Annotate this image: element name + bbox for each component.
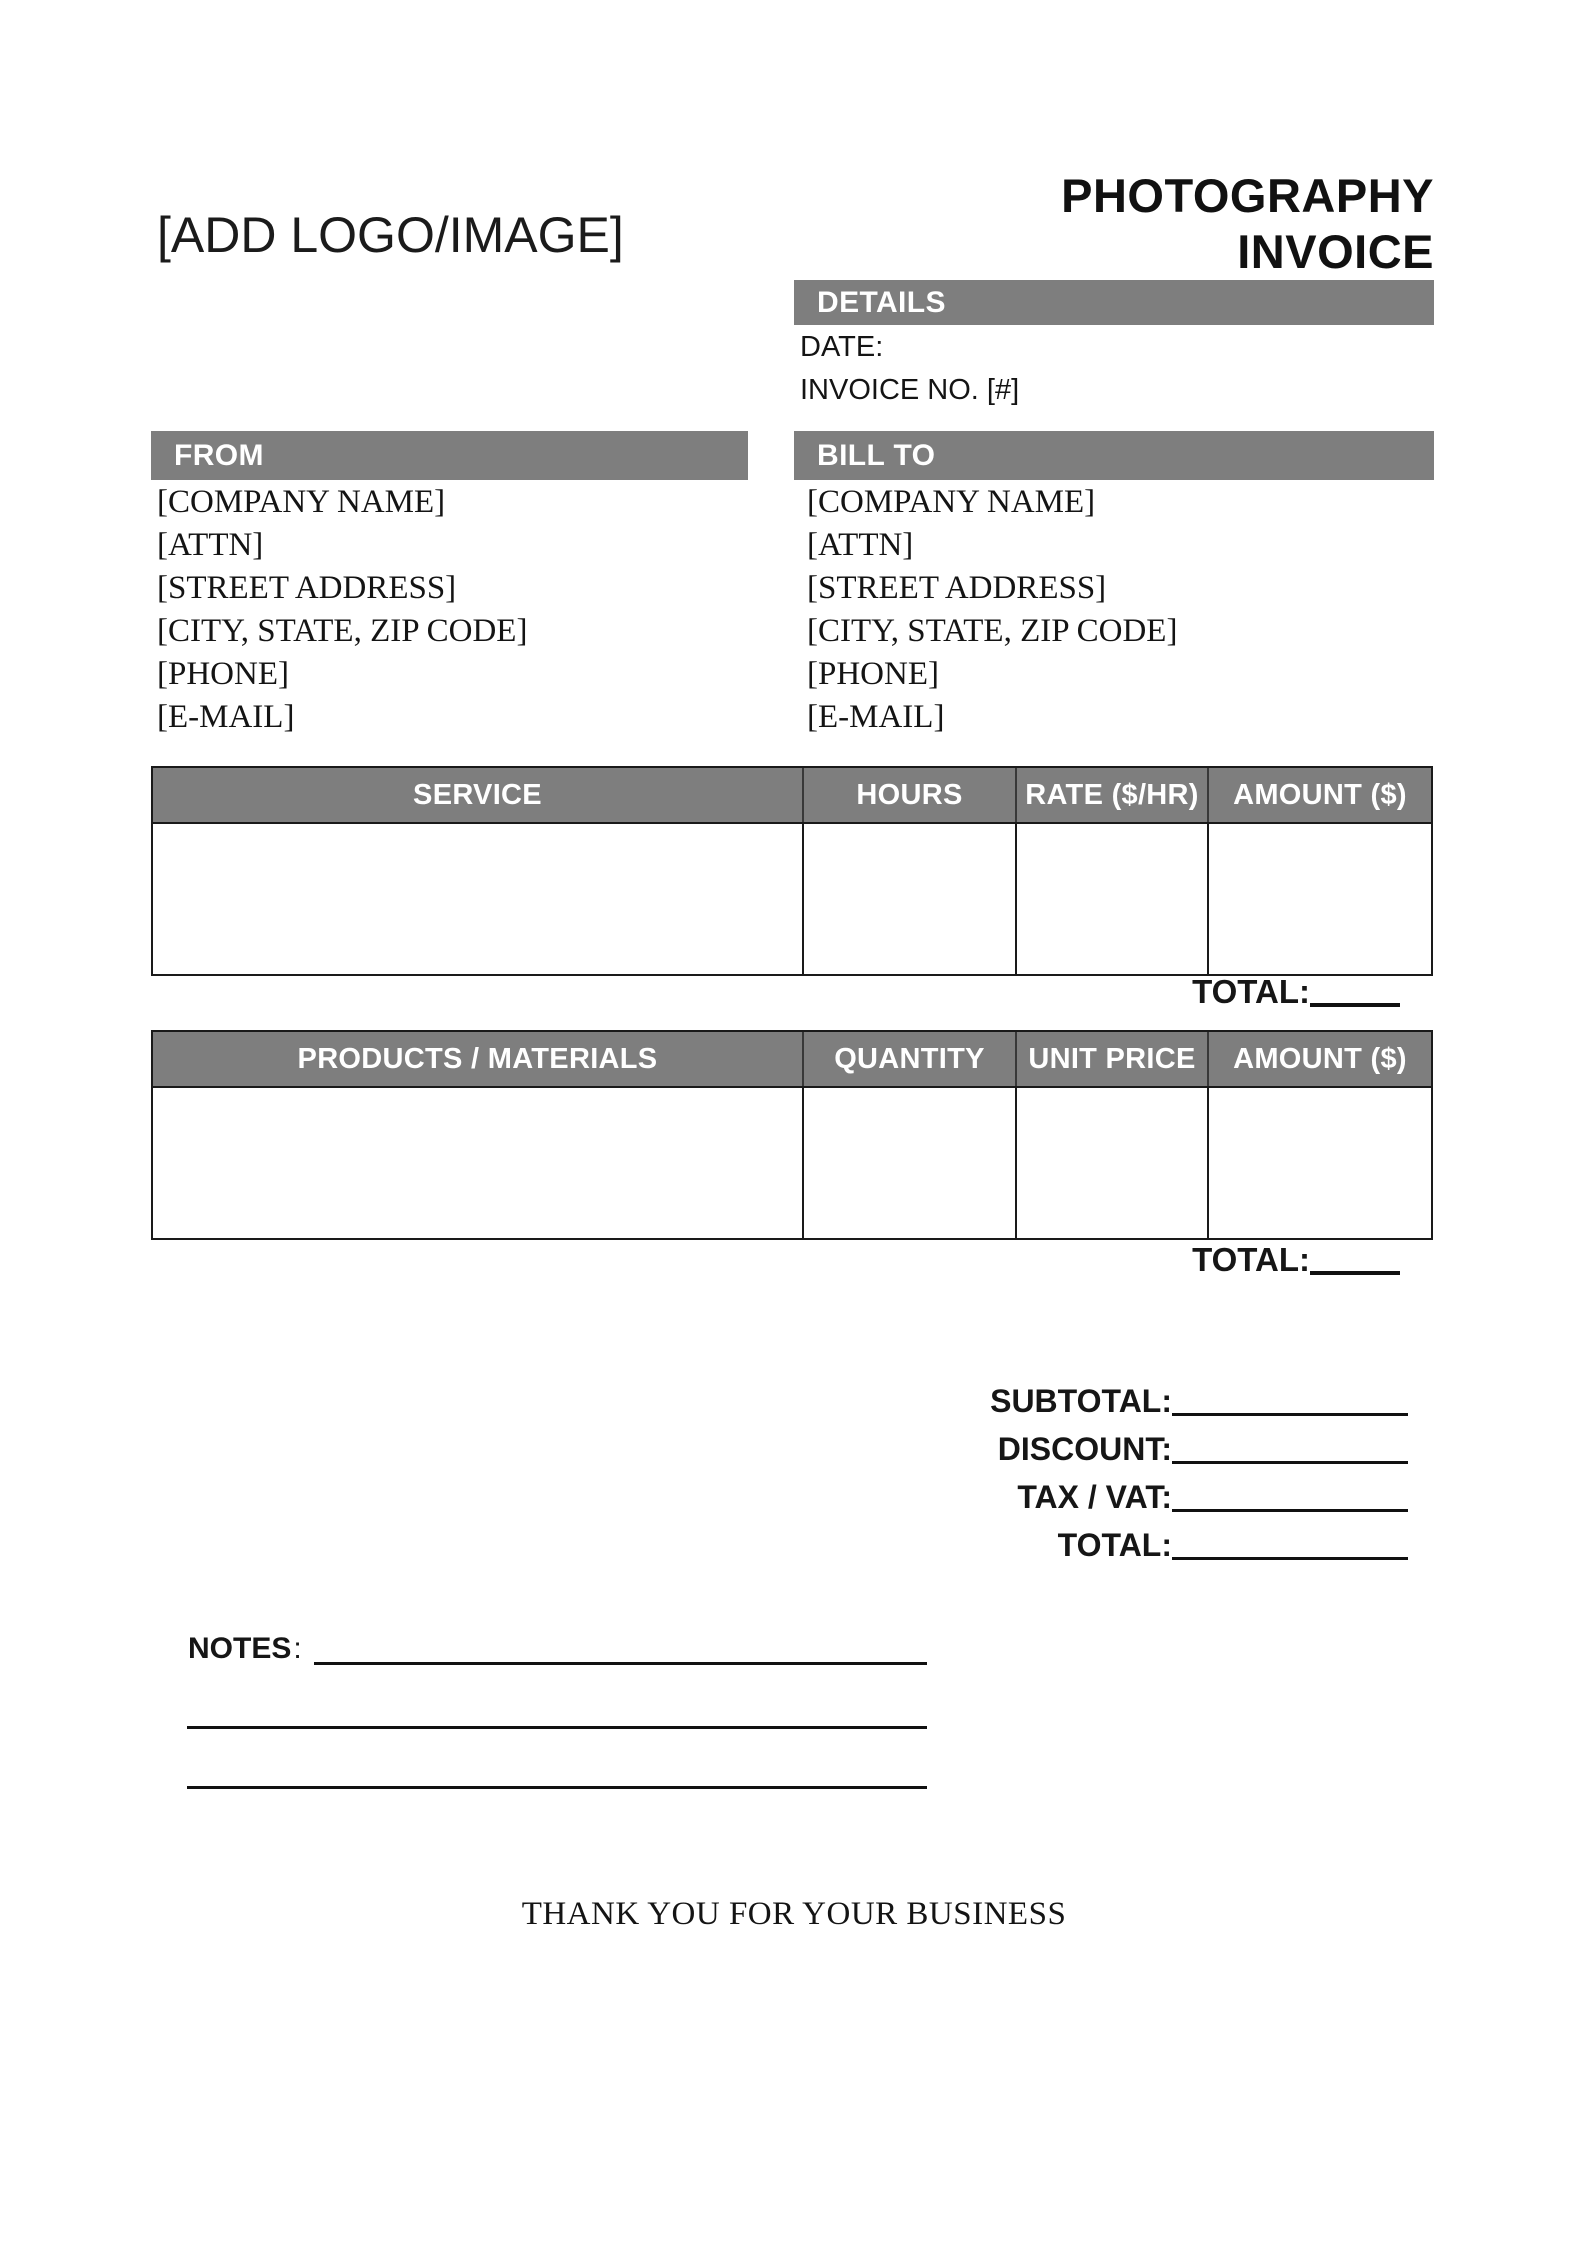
notes-row [188,1628,927,1666]
details-header-label: DETAILS [817,285,946,319]
discount-label: DISCOUNT: [997,1431,1172,1467]
subtotal-label: SUBTOTAL: [990,1383,1172,1419]
details-header-bar [794,280,1434,325]
page-title-line2: INVOICE [1237,225,1434,278]
service-total-label: TOTAL: [1192,973,1310,1010]
from-header-label: FROM [174,438,264,472]
service-cell-hours [804,824,1017,974]
grand-total-label: TOTAL: [1057,1527,1172,1563]
from-company-line: [COMPANY NAME] [157,484,446,520]
service-cell-service [153,824,804,974]
from-city-line: [CITY, STATE, ZIP CODE] [157,613,528,649]
products-total-blank-line [1310,1271,1400,1275]
discount-blank-line [1172,1461,1408,1464]
service-table-header-rate: RATE ($/HR) [1017,768,1209,822]
notes-blank-line-3 [187,1786,927,1789]
subtotal-row [990,1374,1408,1422]
bill-to-header-bar [794,431,1434,480]
products-cell-unit-price [1017,1088,1209,1238]
products-table-header-row [153,1032,1431,1086]
discount-row [990,1422,1408,1470]
from-phone-line: [PHONE] [157,656,289,692]
logo-placeholder: [ADD LOGO/IMAGE] [157,207,624,263]
products-table-header-unit-price: UNIT PRICE [1017,1032,1209,1086]
invoice-number-label: INVOICE NO. [#] [800,374,1020,406]
bill-to-company-line: [COMPANY NAME] [807,484,1096,520]
service-table-header-amount: AMOUNT ($) [1233,778,1407,811]
service-table-header-hours: HOURS [804,768,1017,822]
service-table [151,766,1433,976]
from-email-line: [E-MAIL] [157,699,295,735]
tax-vat-row [990,1470,1408,1518]
notes-blank-line-2 [187,1726,927,1729]
grand-total-row [990,1518,1408,1566]
service-table-body-row [153,822,1431,974]
products-total-row [1192,1240,1400,1278]
grand-total-blank-line [1172,1557,1408,1560]
service-cell-rate [1017,824,1209,974]
bill-to-street-line: [STREET ADDRESS] [807,570,1107,606]
date-label: DATE: [800,331,884,363]
subtotal-blank-line [1172,1413,1408,1416]
page-title-line1: PHOTOGRAPHY [1061,169,1434,222]
products-cell-quantity [804,1088,1017,1238]
service-cell-amount [1209,824,1431,974]
service-total-row [1192,972,1400,1010]
tax-vat-label: TAX / VAT: [1017,1479,1172,1515]
tax-vat-blank-line [1172,1509,1408,1512]
bill-to-city-line: [CITY, STATE, ZIP CODE] [807,613,1178,649]
bill-to-email-line: [E-MAIL] [807,699,945,735]
bill-to-address-block [807,481,1177,739]
from-header-bar [151,431,748,480]
page-title [1061,168,1434,280]
notes-colon: : [293,1632,302,1665]
from-street-line: [STREET ADDRESS] [157,570,457,606]
products-cell-amount [1209,1088,1431,1238]
products-cell-products [153,1088,804,1238]
service-table-header-row [153,768,1431,822]
service-total-blank-line [1310,1003,1400,1007]
summary-block [990,1374,1408,1566]
products-table [151,1030,1433,1240]
notes-label: NOTES [188,1632,292,1665]
bill-to-attn-line: [ATTN] [807,527,914,563]
products-table-body-row [153,1086,1431,1238]
products-table-header-products: PRODUCTS / MATERIALS [153,1032,804,1086]
products-total-label: TOTAL: [1192,1241,1310,1278]
bill-to-header-label: BILL TO [817,438,936,472]
service-table-header-service: SERVICE [153,768,804,822]
notes-blank-line-1 [314,1662,927,1665]
bill-to-phone-line: [PHONE] [807,656,939,692]
products-table-header-amount: AMOUNT ($) [1233,1042,1407,1075]
from-address-block [157,481,527,739]
products-table-header-quantity: QUANTITY [804,1032,1017,1086]
from-attn-line: [ATTN] [157,527,264,563]
thank-you-note: THANK YOU FOR YOUR BUSINESS [521,1896,1067,1932]
